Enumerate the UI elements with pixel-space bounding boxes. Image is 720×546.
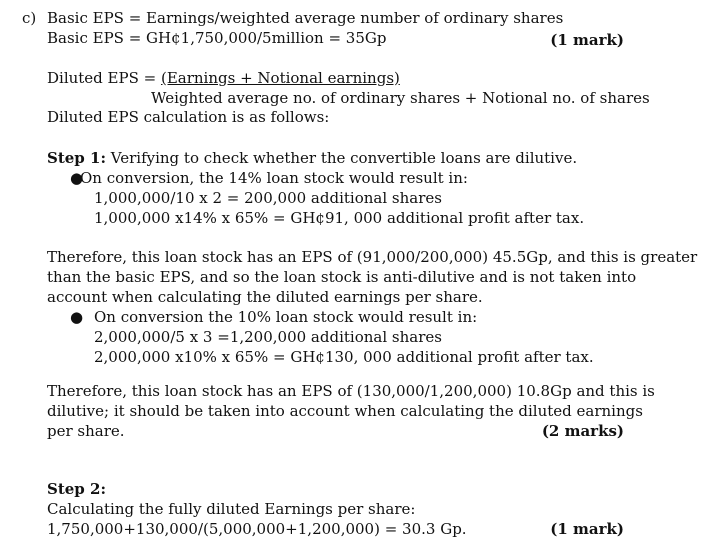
part-label: c) — [22, 9, 37, 27]
bullet2-shares-calc: 2,000,000/5 x 3 =1,200,000 additional shares — [94, 328, 442, 346]
calculation-intro: Diluted EPS calculation is as follows: — [47, 108, 330, 126]
bullet-dot-icon: ● — [70, 308, 84, 326]
step1-heading: Step 1: — [47, 149, 106, 167]
paragraph-line: account when calculating the diluted earnings per share. — [47, 288, 483, 306]
mark-award: (1 mark) — [550, 520, 624, 538]
basic-eps-formula: Basic EPS = Earnings/weighted average number of ordinary shares — [47, 9, 564, 27]
bullet1-profit-calc: 1,000,000 x14% x 65% = GH¢91, 000 additional profit after tax. — [94, 209, 585, 227]
step2-description: Calculating the fully diluted Earnings per share: — [47, 500, 416, 518]
paragraph-line: per share. — [47, 422, 125, 440]
bullet2-text: On conversion the 10% loan stock would result in: — [94, 308, 478, 326]
bullet2-profit-calc: 2,000,000 x10% x 65% = GH¢130, 000 additional profit after tax. — [94, 348, 594, 366]
bullet1-text: On conversion, the 14% loan stock would result in: — [80, 169, 468, 187]
paragraph-line: Therefore, this loan stock has an EPS of (130,000/1,200,000) 10.8Gp and this is — [47, 382, 655, 400]
diluted-eps-numerator: (Earnings + Notional earnings) — [160, 69, 400, 87]
basic-eps-calculation: Basic EPS = GH¢1,750,000/5million = 35Gp — [47, 29, 387, 47]
bullet-dot-icon: ● — [70, 169, 84, 187]
paragraph-line: Therefore, this loan stock has an EPS of (91,000/200,000) 45.5Gp, and this is greater — [47, 248, 698, 266]
mark-award: (2 marks) — [541, 422, 624, 440]
step1-heading-line — [47, 148, 577, 168]
diluted-eps-denominator: Weighted average no. of ordinary shares + Notional no. of shares — [151, 89, 650, 107]
paragraph-line: than the basic EPS, and so the loan stock is anti-dilutive and is not taken into — [47, 268, 637, 286]
step1-heading-text: Verifying to check whether the convertible loans are dilutive. — [106, 149, 578, 167]
diluted-eps-formula — [47, 68, 400, 88]
mark-award: (1 mark) — [550, 31, 624, 49]
bullet1-shares-calc: 1,000,000/10 x 2 = 200,000 additional shares — [94, 189, 442, 207]
paragraph-line: dilutive; it should be taken into account when calculating the diluted earnings — [47, 402, 643, 420]
diluted-eps-prefix: Diluted EPS = — [47, 69, 161, 87]
step2-heading: Step 2: — [47, 480, 106, 498]
step2-calculation: 1,750,000+130,000/(5,000,000+1,200,000) = 30.3 Gp. — [47, 520, 467, 538]
